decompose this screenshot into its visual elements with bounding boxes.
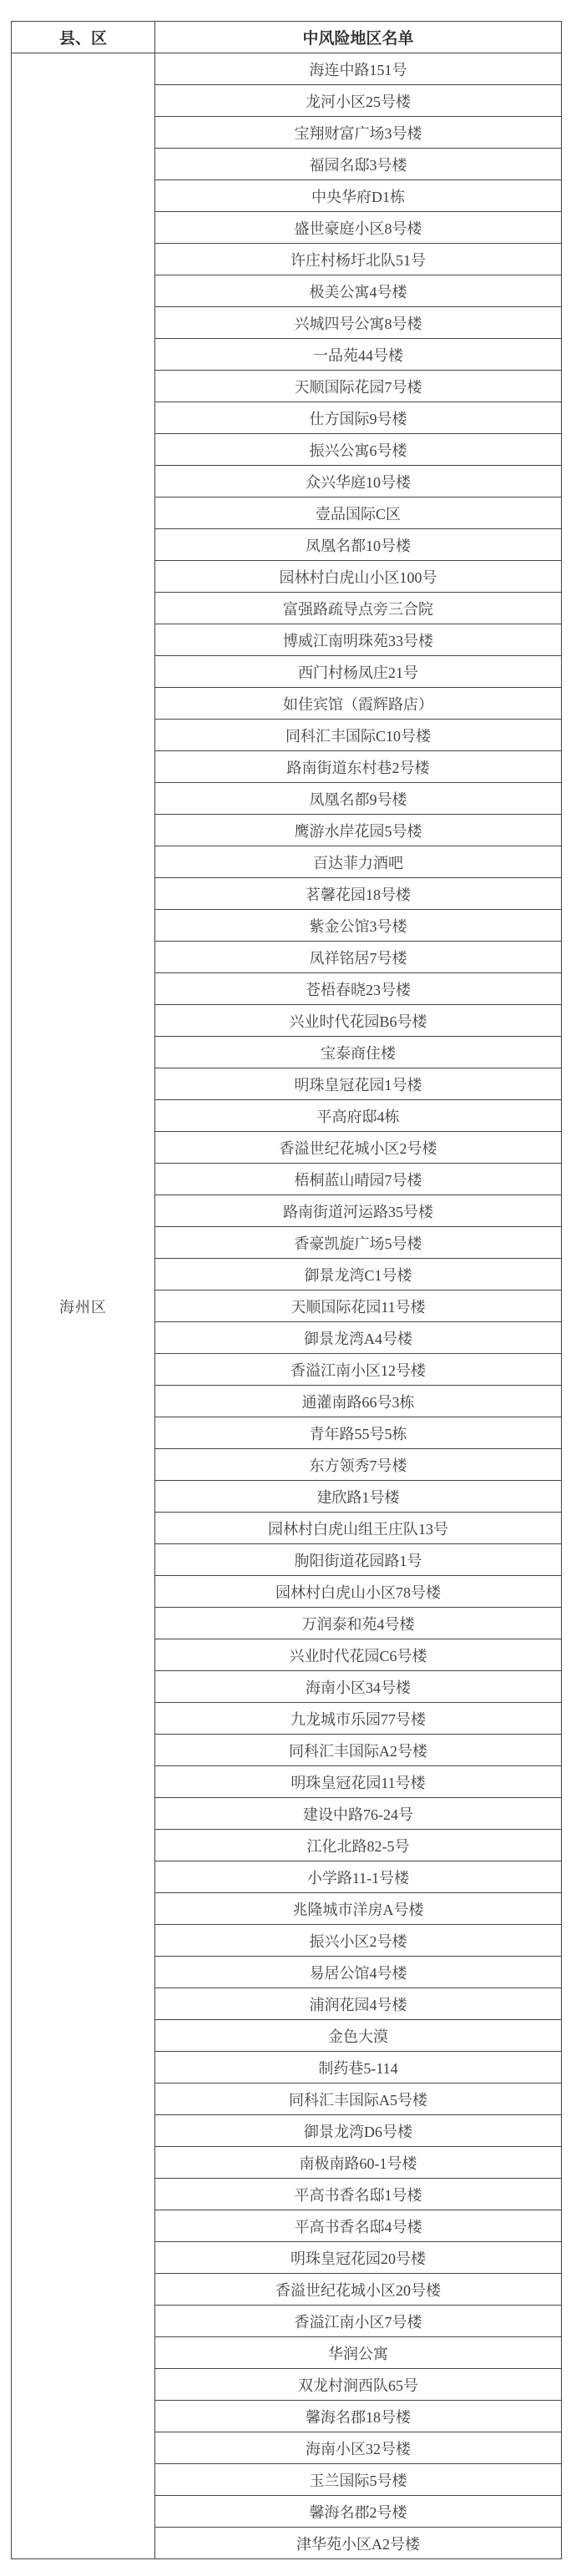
address-cell: 壹品国际C区	[155, 498, 562, 529]
address-cell: 香溢世纪花城小区20号楼	[155, 2274, 562, 2306]
address-cell: 路南街道东村巷2号楼	[155, 751, 562, 783]
address-cell: 馨海名郡2号楼	[155, 2496, 562, 2528]
address-cell: 九龙城市乐园77号楼	[155, 1703, 562, 1735]
address-cell: 御景龙湾C1号楼	[155, 1259, 562, 1291]
address-cell: 馨海名郡18号楼	[155, 2401, 562, 2432]
header-row	[12, 22, 562, 53]
address-cell: 东方领秀7号楼	[155, 1449, 562, 1481]
address-cell: 浦润花园4号楼	[155, 1988, 562, 2020]
address-cell: 建设中路76-24号	[155, 1798, 562, 1830]
address-cell: 华润公寓	[155, 2337, 562, 2369]
address-cell: 中央华府D1栋	[155, 180, 562, 212]
column-header-district: 县、区	[12, 22, 155, 53]
address-cell: 西门村杨凤庄21号	[155, 656, 562, 688]
address-cell: 振兴公寓6号楼	[155, 434, 562, 466]
address-cell: 海连中路151号	[155, 53, 562, 85]
address-cell: 平高书香名邸4号楼	[155, 2210, 562, 2242]
address-cell: 凤凰名都10号楼	[155, 529, 562, 561]
address-cell: 盛世豪庭小区8号楼	[155, 212, 562, 244]
address-cell: 许庄村杨圩北队51号	[155, 244, 562, 275]
address-cell: 万润泰和苑4号楼	[155, 1608, 562, 1639]
address-cell: 平高书香名邸1号楼	[155, 2179, 562, 2210]
address-cell: 宝泰商住楼	[155, 1037, 562, 1068]
address-cell: 同科汇丰国际A5号楼	[155, 2084, 562, 2115]
address-cell: 津华苑小区A2号楼	[155, 2528, 562, 2559]
address-cell: 御景龙湾D6号楼	[155, 2115, 562, 2147]
district-cell: 海州区	[12, 53, 155, 2559]
address-cell: 园林村白虎山组王庄队13号	[155, 1513, 562, 1544]
address-cell: 兴城四号公寓8号楼	[155, 307, 562, 339]
address-cell: 青年路55号5栋	[155, 1417, 562, 1449]
address-cell: 明珠皇冠花园1号楼	[155, 1068, 562, 1100]
address-cell: 园林村白虎山小区78号楼	[155, 1576, 562, 1608]
address-cell: 富强路疏导点旁三合院	[155, 593, 562, 624]
address-cell: 如佳宾馆（霞辉路店）	[155, 688, 562, 720]
address-cell: 御景龙湾A4号楼	[155, 1322, 562, 1354]
table-body	[12, 53, 562, 2559]
address-cell: 茗馨花园18号楼	[155, 878, 562, 910]
address-cell: 仕方国际9号楼	[155, 402, 562, 434]
address-cell: 玉兰国际5号楼	[155, 2464, 562, 2496]
address-cell: 明珠皇冠花园20号楼	[155, 2242, 562, 2274]
address-cell: 南极南路60-1号楼	[155, 2147, 562, 2179]
address-cell: 小学路11-1号楼	[155, 1861, 562, 1893]
address-cell: 制药巷5-114	[155, 2052, 562, 2084]
address-cell: 香溢江南小区12号楼	[155, 1354, 562, 1386]
address-cell: 海南小区34号楼	[155, 1671, 562, 1703]
address-cell: 博威江南明珠苑33号楼	[155, 624, 562, 656]
address-cell: 同科汇丰国际C10号楼	[155, 720, 562, 751]
address-cell: 明珠皇冠花园11号楼	[155, 1766, 562, 1798]
address-cell: 建欣路1号楼	[155, 1481, 562, 1513]
address-cell: 极美公寓4号楼	[155, 275, 562, 307]
address-cell: 金色大漠	[155, 2020, 562, 2052]
column-header-risk-list: 中风险地区名单	[155, 22, 562, 53]
address-cell: 振兴小区2号楼	[155, 1925, 562, 1957]
address-cell: 易居公馆4号楼	[155, 1957, 562, 1988]
address-cell: 众兴华庭10号楼	[155, 466, 562, 498]
address-cell: 紫金公馆3号楼	[155, 910, 562, 942]
address-cell: 天顺国际花园7号楼	[155, 371, 562, 402]
address-cell: 兆隆城市洋房A号楼	[155, 1893, 562, 1925]
address-cell: 园林村白虎山小区100号	[155, 561, 562, 593]
address-cell: 香豪凯旋广场5号楼	[155, 1227, 562, 1259]
address-cell: 香溢世纪花城小区2号楼	[155, 1132, 562, 1164]
address-cell: 鹰游水岸花园5号楼	[155, 815, 562, 846]
address-cell: 通灌南路66号3栋	[155, 1386, 562, 1417]
address-cell: 百达菲力酒吧	[155, 846, 562, 878]
address-cell: 宝翔财富广场3号楼	[155, 117, 562, 149]
address-cell: 江化北路82-5号	[155, 1830, 562, 1861]
address-cell: 朐阳街道花园路1号	[155, 1544, 562, 1576]
risk-area-table	[11, 21, 562, 2559]
address-cell: 凤祥铭居7号楼	[155, 942, 562, 973]
address-cell: 香溢江南小区7号楼	[155, 2306, 562, 2337]
address-cell: 平高府邸4栋	[155, 1100, 562, 1132]
address-cell: 一品苑44号楼	[155, 339, 562, 371]
address-cell: 天顺国际花园11号楼	[155, 1291, 562, 1322]
address-cell: 路南街道河运路35号楼	[155, 1195, 562, 1227]
address-cell: 凤凰名都9号楼	[155, 783, 562, 815]
address-cell: 同科汇丰国际A2号楼	[155, 1735, 562, 1766]
address-cell: 兴业时代花园B6号楼	[155, 1005, 562, 1037]
address-cell: 双龙村涧西队65号	[155, 2369, 562, 2401]
address-cell: 梧桐蓝山晴园7号楼	[155, 1164, 562, 1195]
address-cell: 福园名邸3号楼	[155, 149, 562, 180]
address-cell: 龙河小区25号楼	[155, 85, 562, 117]
table-row	[12, 53, 562, 85]
address-cell: 兴业时代花园C6号楼	[155, 1639, 562, 1671]
address-cell: 苍梧春晓23号楼	[155, 973, 562, 1005]
address-cell: 海南小区32号楼	[155, 2432, 562, 2464]
